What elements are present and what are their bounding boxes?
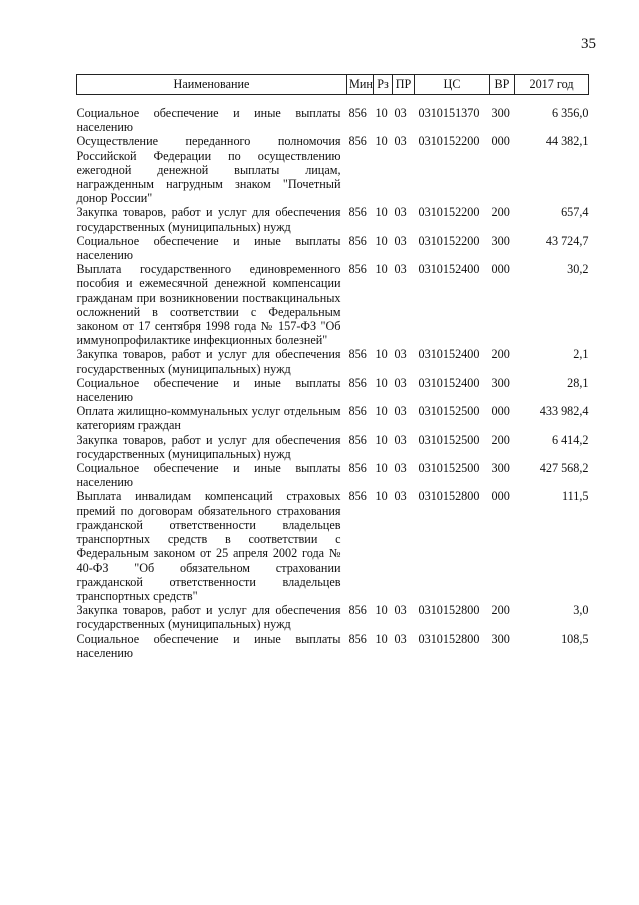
row-rz: 10 bbox=[375, 233, 388, 248]
row-vr: 200 bbox=[491, 432, 510, 447]
row-pr: 03 bbox=[394, 631, 407, 646]
row-min: 856 bbox=[348, 432, 367, 447]
row-rz: 10 bbox=[375, 205, 388, 220]
row-cs: 0310152800 bbox=[418, 603, 480, 618]
row-min: 856 bbox=[348, 134, 367, 149]
row-rz: 10 bbox=[375, 106, 388, 120]
row-sum: 6 414,2 bbox=[551, 432, 589, 447]
row-cs: 0310152200 bbox=[418, 233, 480, 248]
table-row bbox=[77, 433, 589, 461]
header-vr: ВР bbox=[490, 75, 515, 95]
row-sum: 108,5 bbox=[561, 631, 589, 646]
row-min: 856 bbox=[348, 631, 367, 646]
row-vr: 300 bbox=[491, 461, 510, 476]
row-vr: 000 bbox=[491, 134, 510, 149]
row-sum: 30,2 bbox=[567, 262, 589, 277]
row-rz: 10 bbox=[375, 347, 388, 362]
row-vr: 000 bbox=[491, 262, 510, 277]
table-row bbox=[77, 632, 589, 660]
row-cs: 0310152500 bbox=[418, 461, 480, 476]
row-min: 856 bbox=[348, 106, 367, 120]
row-rz: 10 bbox=[375, 134, 388, 149]
row-cs: 0310152500 bbox=[418, 432, 480, 447]
row-rz: 10 bbox=[375, 489, 388, 504]
row-rz: 10 bbox=[375, 631, 388, 646]
row-vr: 300 bbox=[491, 631, 510, 646]
row-cs: 0310152800 bbox=[418, 631, 480, 646]
row-cs: 0310152200 bbox=[418, 205, 480, 220]
row-pr: 03 bbox=[394, 375, 407, 390]
budget-table bbox=[76, 74, 589, 660]
row-sum: 111,5 bbox=[561, 489, 589, 504]
table-row bbox=[77, 262, 589, 347]
row-sum: 657,4 bbox=[561, 205, 589, 220]
row-vr: 200 bbox=[491, 347, 510, 362]
header-cs: ЦС bbox=[415, 75, 490, 95]
row-name: Социальное обеспечение и иные выплаты населению bbox=[76, 106, 341, 135]
row-name: Выплата государственного единовременного пособия и ежемесячной денежной компенсации гражданам при возникновении поствакцинальных осложнений в соответствии с Федеральным законом от 17 сентября 1998 года № 157-ФЗ "Об иммунопрофилактике инфекционных болезней" bbox=[76, 262, 341, 348]
row-rz: 10 bbox=[375, 404, 388, 419]
row-cs: 0310152800 bbox=[418, 489, 480, 504]
row-min: 856 bbox=[348, 205, 367, 220]
row-name: Закупка товаров, работ и услуг для обеспечения государственных (муниципальных) нужд bbox=[76, 205, 341, 234]
row-min: 856 bbox=[348, 262, 367, 277]
table-row bbox=[77, 134, 589, 205]
row-sum: 433 982,4 bbox=[539, 404, 589, 419]
table-body bbox=[77, 95, 589, 660]
page-number: 35 bbox=[581, 36, 596, 52]
row-min: 856 bbox=[348, 461, 367, 476]
table-row bbox=[77, 603, 589, 631]
table-row bbox=[77, 205, 589, 233]
table-header bbox=[77, 75, 589, 95]
row-min: 856 bbox=[348, 233, 367, 248]
row-rz: 10 bbox=[375, 461, 388, 476]
row-name: Социальное обеспечение и иные выплаты населению bbox=[76, 233, 341, 263]
row-min: 856 bbox=[348, 375, 367, 390]
row-cs: 0310152200 bbox=[418, 134, 480, 149]
table-row bbox=[77, 461, 589, 489]
table-row bbox=[77, 489, 589, 603]
row-cs: 0310152500 bbox=[418, 404, 480, 419]
row-name: Социальное обеспечение и иные выплаты населению bbox=[76, 631, 341, 660]
row-pr: 03 bbox=[394, 205, 407, 220]
row-pr: 03 bbox=[394, 106, 407, 120]
row-vr: 300 bbox=[491, 375, 510, 390]
row-pr: 03 bbox=[394, 461, 407, 476]
row-name: Социальное обеспечение и иные выплаты населению bbox=[76, 375, 341, 405]
row-rz: 10 bbox=[375, 262, 388, 277]
row-pr: 03 bbox=[394, 262, 407, 277]
row-name: Осуществление переданного полномочия Российской Федерации по осуществлению ежегодной денежной выплаты лицам, награжденным нагрудным знаком "Почетный донор России" bbox=[76, 134, 341, 206]
row-rz: 10 bbox=[375, 432, 388, 447]
row-cs: 0310152400 bbox=[418, 347, 480, 362]
row-name: Выплата инвалидам компенсаций страховых премий по договорам обязательного страхования гражданской ответственности владельцев транспортных средств в соответствии с Федеральным законом от 25 апреля 2002 года № 40-ФЗ "Об обязательном страховании гражданской ответственности владельцев транспортных средств" bbox=[76, 489, 341, 603]
table-row bbox=[77, 347, 589, 375]
row-sum: 43 724,7 bbox=[545, 233, 589, 248]
header-sum: 2017 год bbox=[515, 75, 589, 95]
header-rz: Рз bbox=[374, 75, 393, 95]
row-pr: 03 bbox=[394, 603, 407, 618]
table-row bbox=[77, 376, 589, 404]
row-pr: 03 bbox=[394, 233, 407, 248]
row-min: 856 bbox=[348, 347, 367, 362]
row-cs: 0310152400 bbox=[418, 262, 480, 277]
table-row bbox=[77, 234, 589, 262]
row-name: Закупка товаров, работ и услуг для обеспечения государственных (муниципальных) нужд bbox=[76, 347, 341, 376]
row-pr: 03 bbox=[394, 134, 407, 149]
row-name: Закупка товаров, работ и услуг для обеспечения государственных (муниципальных) нужд bbox=[76, 603, 341, 632]
row-name: Социальное обеспечение и иные выплаты населению bbox=[76, 461, 341, 490]
row-sum: 3,0 bbox=[573, 603, 589, 618]
row-pr: 03 bbox=[394, 489, 407, 504]
header-min: Мин bbox=[347, 75, 374, 95]
header-pr: ПР bbox=[393, 75, 415, 95]
table-row bbox=[77, 95, 589, 135]
row-vr: 000 bbox=[491, 404, 510, 419]
row-vr: 200 bbox=[491, 205, 510, 220]
row-name: Закупка товаров, работ и услуг для обеспечения государственных (муниципальных) нужд bbox=[76, 432, 341, 461]
row-min: 856 bbox=[348, 404, 367, 419]
row-sum: 427 568,2 bbox=[539, 461, 589, 476]
row-vr: 300 bbox=[491, 233, 510, 248]
header-name: Наименование bbox=[77, 75, 347, 95]
row-cs: 0310151370 bbox=[418, 106, 480, 120]
table-row bbox=[77, 404, 589, 432]
row-name: Оплата жилищно-коммунальных услуг отдельным категориям граждан bbox=[76, 404, 341, 433]
row-rz: 10 bbox=[375, 603, 388, 618]
row-vr: 000 bbox=[491, 489, 510, 504]
row-min: 856 bbox=[348, 603, 367, 618]
row-pr: 03 bbox=[394, 347, 407, 362]
row-sum: 28,1 bbox=[567, 375, 589, 390]
row-vr: 200 bbox=[491, 603, 510, 618]
row-pr: 03 bbox=[394, 404, 407, 419]
row-pr: 03 bbox=[394, 432, 407, 447]
row-min: 856 bbox=[348, 489, 367, 504]
row-sum: 6 356,0 bbox=[551, 106, 589, 120]
row-sum: 44 382,1 bbox=[545, 134, 589, 149]
row-vr: 300 bbox=[491, 106, 510, 120]
row-sum: 2,1 bbox=[573, 347, 589, 362]
row-rz: 10 bbox=[375, 375, 388, 390]
row-cs: 0310152400 bbox=[418, 375, 480, 390]
